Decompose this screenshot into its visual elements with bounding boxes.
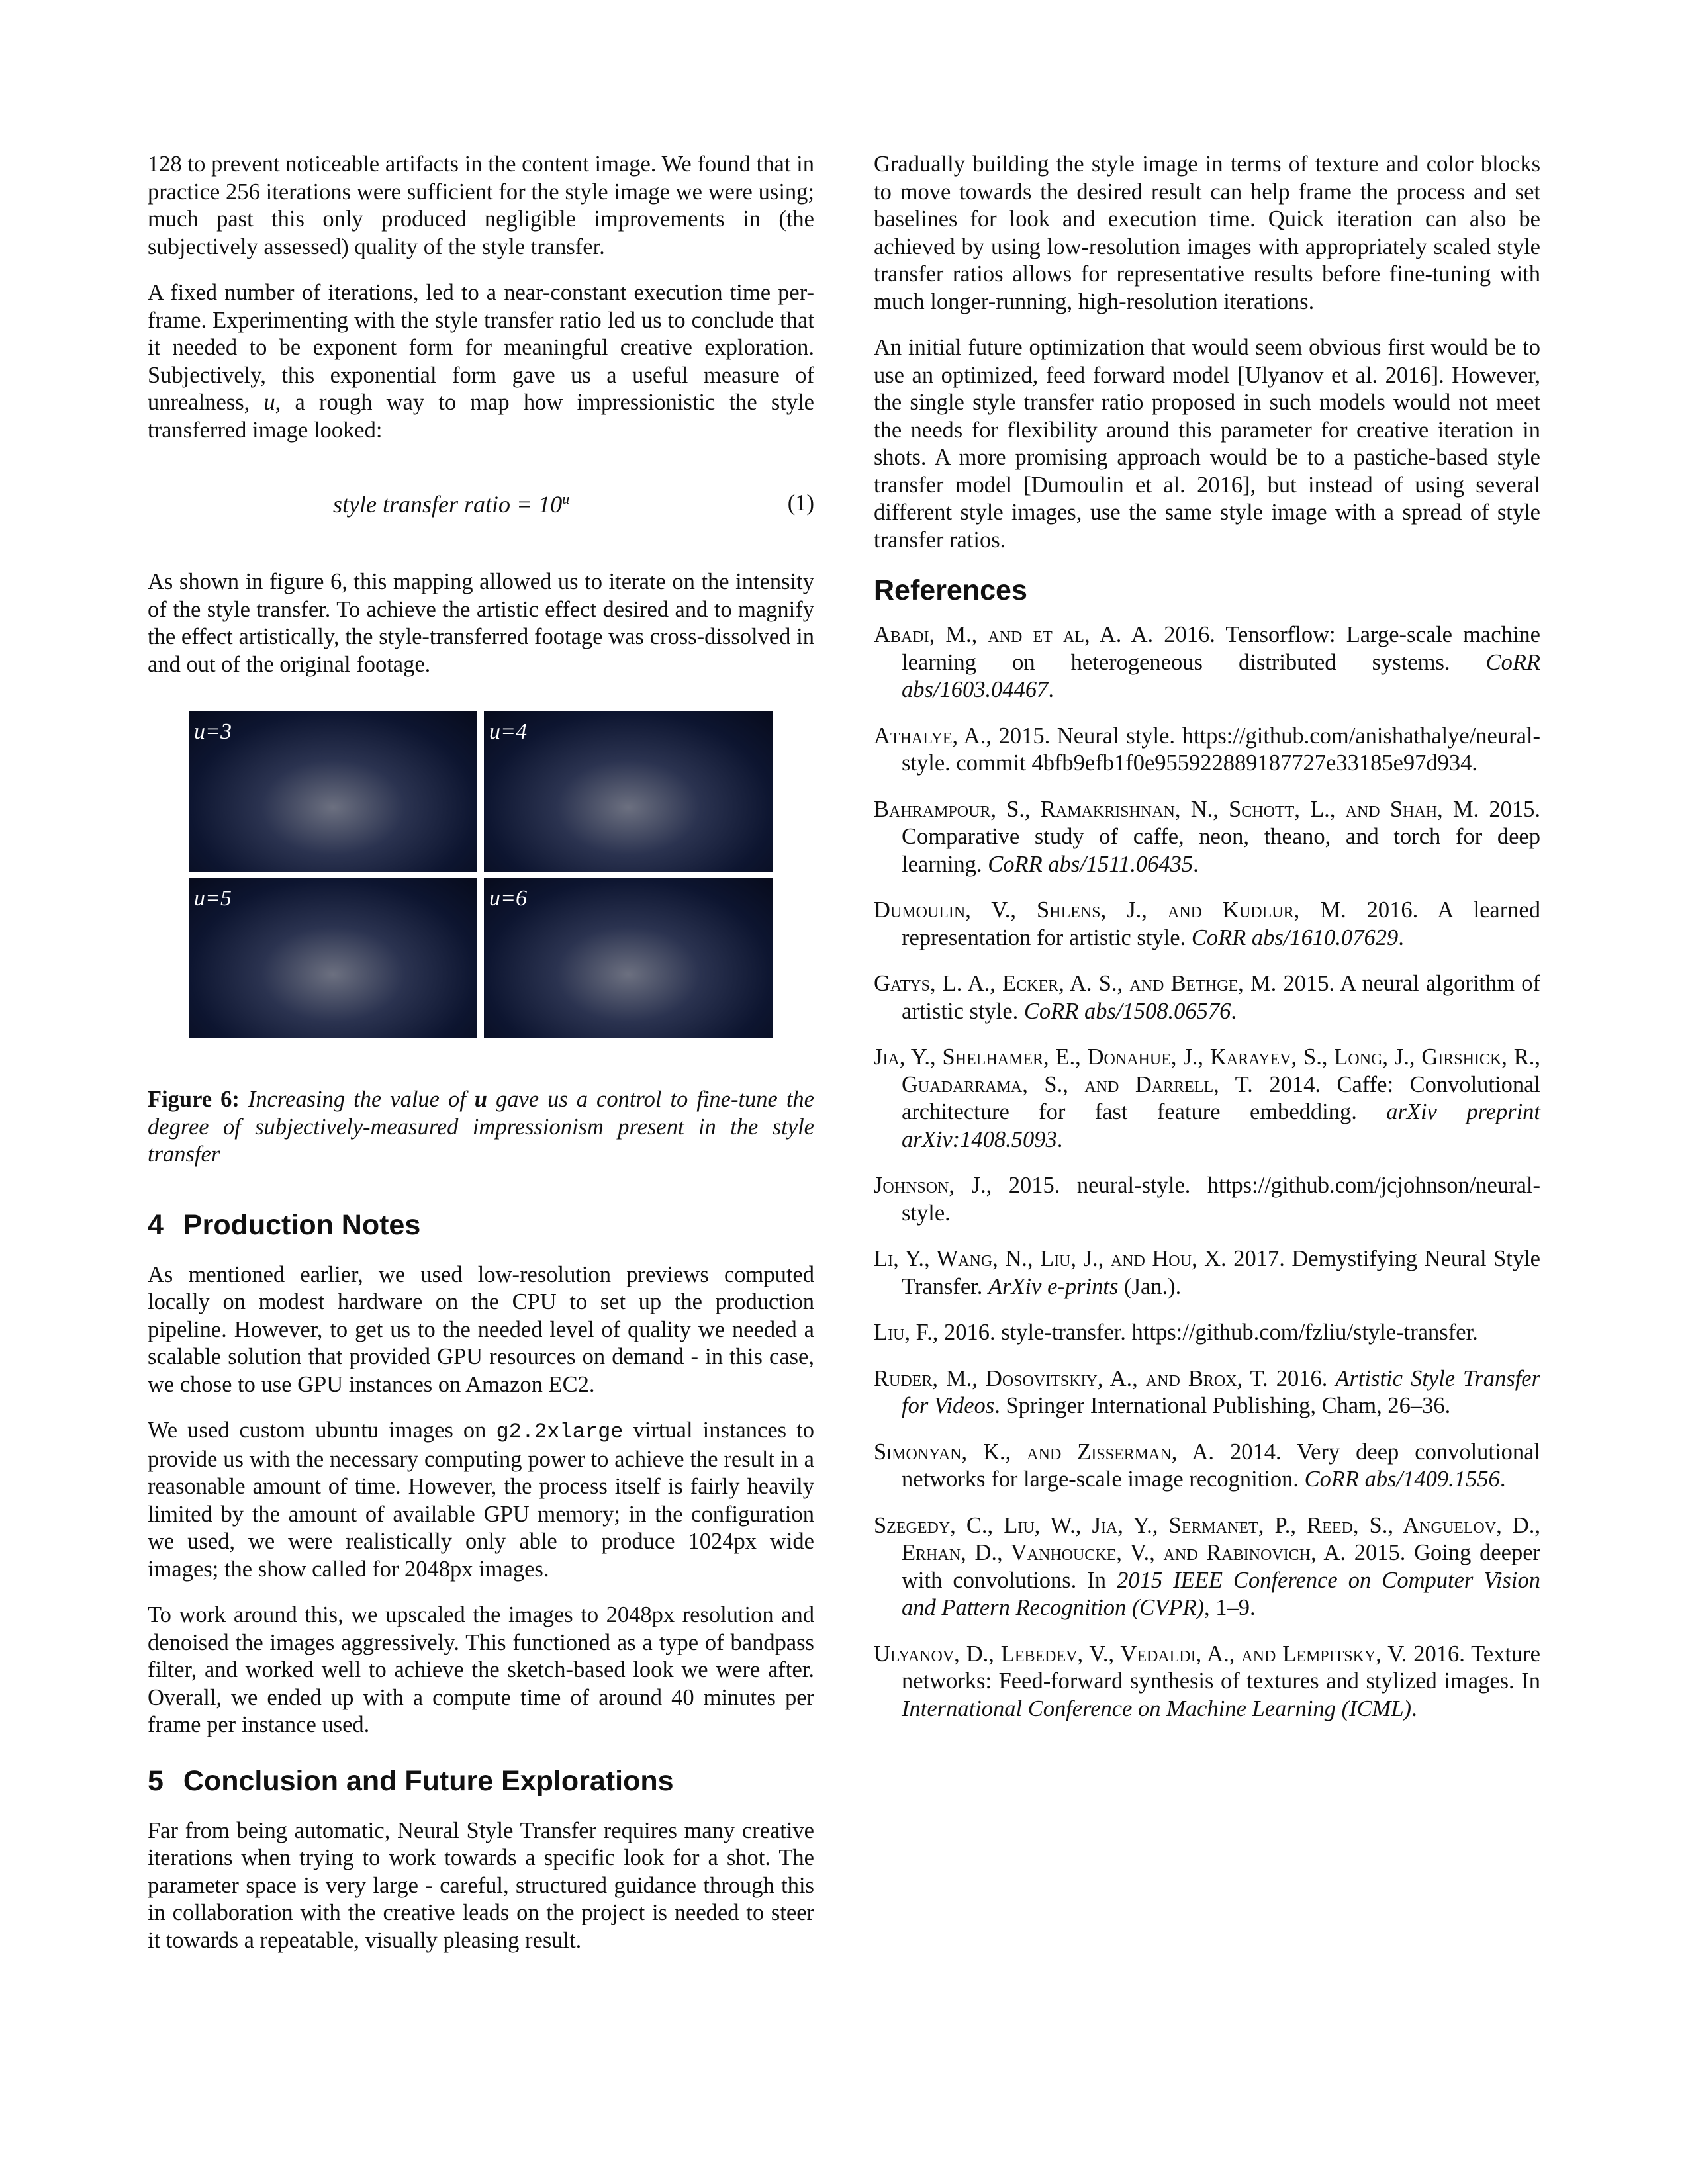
variable-u: u [263,390,275,415]
reference-venue: ArXiv e-prints [988,1273,1119,1299]
panel-label: u=3 [194,719,232,744]
panel-label: u=6 [489,886,527,911]
references-list [874,621,1540,1723]
reference-entry [874,1044,1540,1154]
reference-text: 2016. Tensorflow: Large-scale machine learning on heterogeneous distributed systems. [902,622,1540,675]
section-number: 5 [148,1764,164,1797]
equation-number: (1) [787,490,814,516]
paragraph-text: , a rough way to map how impressionistic the style transferred image looked: [148,390,814,443]
equation-exponent: u [562,490,570,507]
reference-text: 2015. neural-style. https://github.com/jcjohnson/neural-style. [902,1173,1540,1226]
right-column [874,151,1540,1741]
reference-entry [874,970,1540,1025]
paragraph-production-2 [148,1417,814,1583]
reference-entry [874,796,1540,879]
figure-6 [148,711,814,1062]
figure-panel [189,878,477,1038]
reference-text: 2015. Neural style. https://github.com/anishathalye/neural-style. commit 4bfb9efb1f0e955922889187727e33185e97d934. [902,723,1540,776]
reference-venue: CoRR abs/1511.06435 [988,851,1194,877]
paragraph-mapping: As shown in figure 6, this mapping allowed us to iterate on the intensity of the style transfer. To achieve the artistic effect desired and to magnify the effect artistically, the style-transferred footage was cross-dissolved in and out of the original footage. [148,569,814,677]
reference-authors: Jia, Y., Shelhamer, E., Donahue, J., Karayev, S., Long, J., Girshick, R., Guadarrama, S., and Darrell, T. [874,1044,1540,1097]
reference-text: 2016. Texture networks: Feed-forward synthesis of textures and stylized images. In [902,1641,1540,1694]
paragraph-production-3: To work around this, we upscaled the images to 2048px resolution and denoised the images aggressively. This functioned as a type of bandpass filter, and worked well to achieve the sketch-based look we were after. Overall, we ended up with a compute time of around 40 minutes per frame per instance used. [148,1602,814,1737]
reference-text: 2016. [1268,1365,1336,1391]
reference-authors: Johnson, J., [874,1173,992,1198]
reference-entry [874,1641,1540,1723]
caption-text [148,1087,814,1167]
reference-text: (Jan.). [1118,1273,1182,1299]
paragraph-text: A fixed number of iterations, led to a near-constant execution time per-frame. Experimenting with the style transfer ratio led us to conclude that it needed to be exponent form for meaningful creative exploration. Subjectively, this exponential form gave us a useful measure of unrealness, [148,280,814,415]
left-column [148,151,814,1973]
reference-venue: 2015 IEEE Conference on Computer Vision and Pattern Recognition (CVPR) [902,1567,1540,1620]
caption-variable: u [474,1087,487,1112]
figure-panel [484,711,773,872]
reference-text: 2015. Comparative study of caffe, neon, theano, and torch for deep learning. [902,796,1541,877]
reference-authors: Gatys, L. A., Ecker, A. S., and Bethge, M. [874,971,1277,996]
caption-part: gave us a control to fine-tune the degree of subjectively-measured impressionism present in the style transfer [148,1087,814,1167]
reference-authors: Bahrampour, S., Ramakrishnan, N., Schott, L., and Shah, M. [874,796,1479,822]
reference-entry [874,1172,1540,1227]
reference-venue: Artistic Style Transfer for Videos [902,1365,1541,1418]
reference-venue: CoRR abs/1610.07629 [1191,925,1399,950]
section-title: Conclusion and Future Explorations [183,1764,674,1797]
reference-text: . [1048,677,1055,702]
reference-authors: Ulyanov, D., Lebedev, V., Vedaldi, A., and Lempitsky, V. [874,1641,1407,1666]
reference-authors: Li, Y., Wang, N., Liu, J., and Hou, X. [874,1246,1227,1271]
reference-entry [874,897,1540,952]
panel-label: u=4 [489,719,527,744]
paragraph-text: We used custom ubuntu images on [148,1418,496,1443]
reference-text: 2016. style-transfer. https://github.com/fzliu/style-transfer. [938,1320,1478,1345]
reference-venue: CoRR abs/1508.06576 [1023,998,1231,1024]
paragraph-iterations: 128 to prevent noticeable artifacts in the content image. We found that in practice 256 iterations were sufficient for the style image we were using; much past this only produced negligible improvements in (the subjectively assessed) quality of the style transfer. [148,152,814,259]
paragraph-gradual: Gradually building the style image in terms of texture and color blocks to move towards the desired result can help frame the process and set baselines for look and execution time. Quick iteration can also be achieved by using low-resolution images with appropriately scaled style transfer ratios allows for representative results before fine-tuning with much longer-running, high-resolution iterations. [874,152,1540,314]
caption-label: Figure 6: [148,1087,240,1112]
reference-venue: CoRR abs/1409.1556 [1304,1467,1500,1492]
reference-authors: Dumoulin, V., Shlens, J., and Kudlur, M. [874,897,1346,923]
reference-entry [874,1319,1540,1347]
reference-entry [874,1246,1540,1300]
reference-venue: CoRR abs/1603.04467 [902,649,1540,702]
reference-text: . [1056,1126,1063,1152]
reference-text: 2015. Going deeper with convolutions. In [902,1540,1540,1593]
figure-panel [484,878,773,1038]
reference-text: . [1398,925,1404,950]
reference-entry [874,621,1540,704]
panel-label: u=5 [194,886,232,911]
reference-authors: Abadi, M., and et al, A. A. [874,622,1154,647]
reference-text: . [1231,998,1237,1024]
equation-lhs: style transfer ratio = 10 [333,491,563,518]
paragraph-fixed-iterations [148,279,814,444]
reference-text: . [1193,851,1199,877]
figure-caption [148,1086,814,1169]
reference-entry [874,1365,1540,1420]
paragraph-production-1: As mentioned earlier, we used low-resolution previews computed locally on modest hardware on the CPU to set up the production pipeline. However, to get us to the needed level of quality we needed a scalable solution that provided GPU resources on demand - in this case, we chose to use GPU instances on Amazon EC2. [148,1261,814,1397]
equation-formula [333,490,569,518]
reference-text: . [1499,1467,1506,1492]
figure-panel [189,711,477,872]
reference-text: , 1–9. [1204,1595,1256,1620]
paragraph-conclusion: Far from being automatic, Neural Style Transfer requires many creative iterations when trying to work towards a specific look for a shot. The parameter space is very large - careful, structured guidance through this in collaboration with the creative leads on the project is needed to steer it towards a repeatable, visually pleasing result. [148,1817,814,1953]
reference-authors: Szegedy, C., Liu, W., Jia, Y., Sermanet, P., Reed, S., Anguelov, D., Erhan, D., Vanhoucke, V., and Rabinovich, A. [874,1512,1540,1565]
inline-code: g2.2xlarge [496,1420,624,1444]
equation-1 [148,490,814,530]
reference-entry [874,723,1540,778]
references-heading: References [874,574,1027,606]
reference-text: 2014. Very deep convolutional networks for large-scale image recognition. [902,1439,1540,1492]
reference-authors: Simonyan, K., and Zisserman, A. [874,1439,1214,1465]
reference-entry [874,1512,1540,1622]
section-heading-conclusion [148,1764,814,1797]
reference-authors: Athalye, A., [874,723,992,749]
paragraph-text: virtual instances to provide us with the necessary computing power to achieve the result in a reasonable amount of time. However, the process itself is fairly heavily limited by the amount of available GPU memory; in the configuration we used, we were realistically only able to produce 1024px wide images; the show called for 2048px images. [148,1418,814,1582]
reference-authors: Ruder, M., Dosovitskiy, A., and Brox, T. [874,1365,1268,1391]
reference-text: 2015. A neural algorithm of artistic style. [902,971,1540,1024]
reference-venue: arXiv preprint arXiv:1408.5093 [902,1099,1540,1152]
paragraph-future-optimization: An initial future optimization that would seem obvious first would be to use an optimized, feed forward model [Ulyanov et al. 2016]. However, the single style transfer ratio proposed in such models would not meet the needs for flexibility around this parameter for creative iteration in shots. A more promising approach would be to a pastiche-based style transfer model [Dumoulin et al. 2016], but instead of using several different style images, use the same style image with a spread of style transfer ratios. [874,335,1540,553]
reference-venue: International Conference on Machine Learning (ICML) [902,1696,1412,1721]
reference-text: . Springer International Publishing, Cham, 26–36. [994,1393,1451,1418]
section-heading-production-notes [148,1208,814,1242]
reference-authors: Liu, F., [874,1320,939,1345]
reference-text: 2016. A learned representation for artistic style. [902,897,1540,950]
reference-text: . [1411,1696,1417,1721]
section-number: 4 [148,1208,164,1241]
reference-text: 2014. Caffe: Convolutional architecture for fast feature embedding. [902,1071,1540,1124]
section-title: Production Notes [183,1208,421,1241]
reference-text: 2017. Demystifying Neural Style Transfer. [902,1246,1540,1299]
reference-entry [874,1439,1540,1494]
caption-part: Increasing the value of [248,1087,475,1112]
